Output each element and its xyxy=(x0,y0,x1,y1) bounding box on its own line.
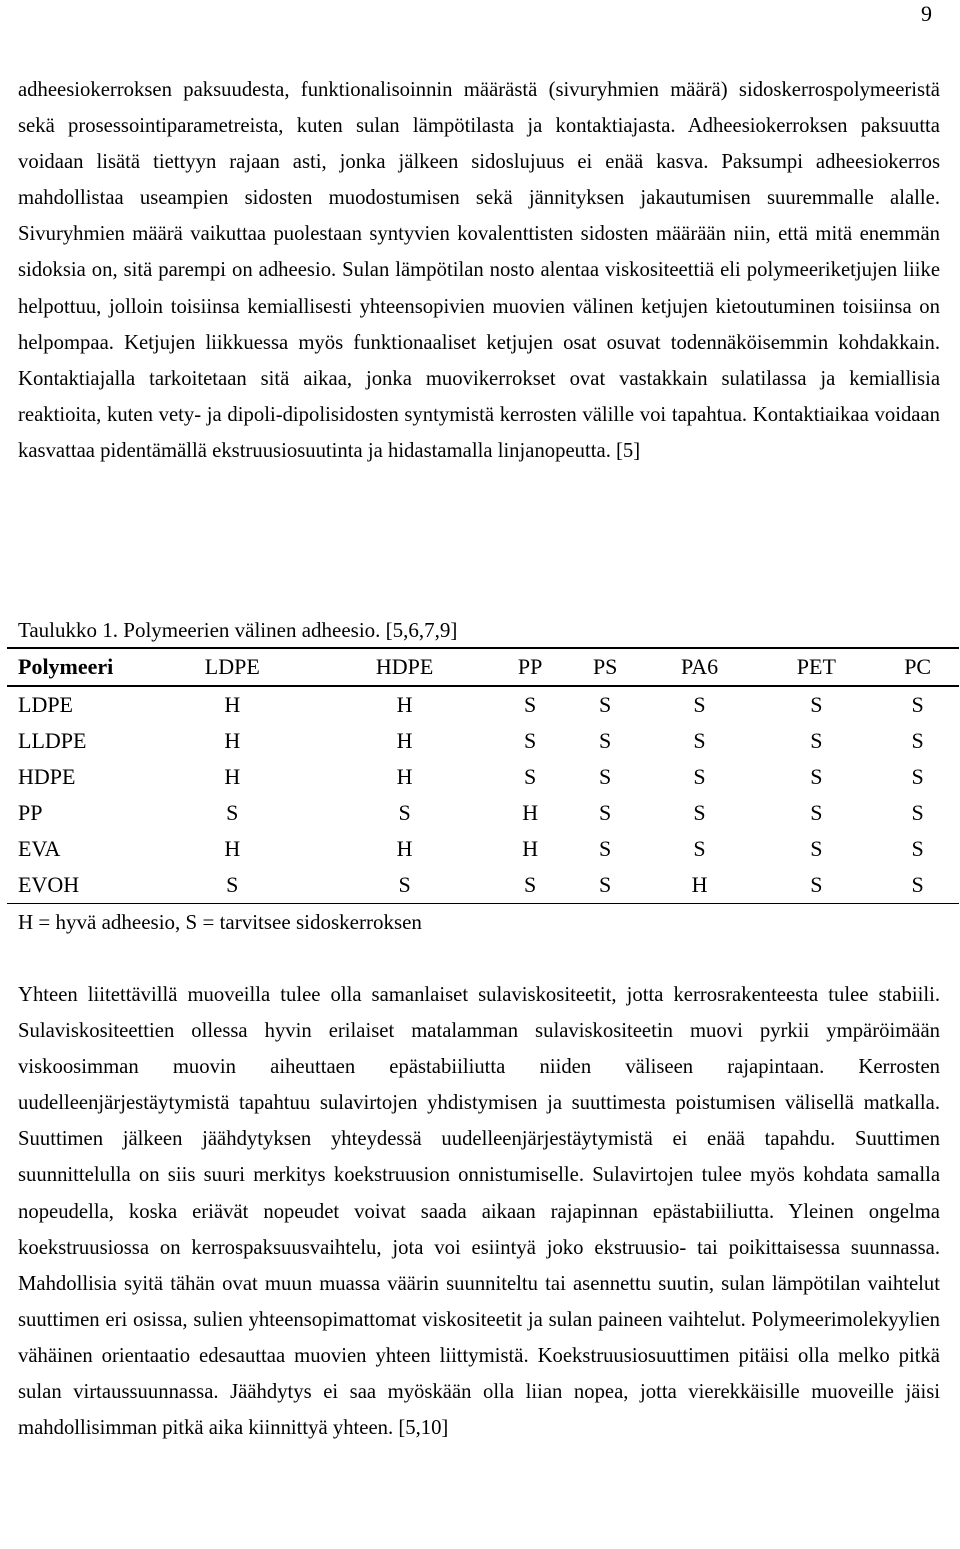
table-row xyxy=(7,831,959,867)
row-header: EVOH xyxy=(18,872,80,897)
table-cell: H xyxy=(224,692,241,717)
column-header: LDPE xyxy=(148,648,317,686)
table-cell: S xyxy=(398,872,411,897)
column-header: PS xyxy=(568,648,643,686)
table-cell: S xyxy=(524,872,537,897)
adhesion-table xyxy=(7,647,959,940)
table-row xyxy=(7,795,959,831)
column-header: PA6 xyxy=(643,648,757,686)
table-cell: S xyxy=(599,728,612,753)
table-cell: S xyxy=(810,872,823,897)
table-cell: S xyxy=(599,872,612,897)
column-header: HDPE xyxy=(317,648,493,686)
table-cell: S xyxy=(398,800,411,825)
table-header xyxy=(7,648,959,686)
table-cell: S xyxy=(226,872,239,897)
row-header: LDPE xyxy=(18,692,73,717)
table-row xyxy=(7,686,959,723)
paragraph-adhesion-factors: adheesiokerroksen paksuudesta, funktionalisoinnin määrästä (sivuryhmien määrä) sidoskerrospolymeeristä sekä prosessointiparametreista, kuten sulan lämpötilasta ja kontaktiajasta. Adheesiokerroksen paksuutta voidaan lisätä tiettyyn rajaan asti, jonka jälkeen sidoslujuus ei enää kasva. Paksumpi adheesiokerros mahdollistaa useampien sidosten muodostumisen sekä jännityksen jakautumisen suuremmalle alalle. Sivuryhmien määrä vaikuttaa puolestaan syntyvien kovalenttisten sidosten määrään niin, että mitä enemmän sidoksia on, sitä parempi on adheesio. Sulan lämpötilan nosto alentaa viskositeettiä eli polymeeriketjujen liike helpottuu, jolloin toisiinsa kemiallisesti yhteensopivien muovien välinen ketjujen kietoutuminen toisiinsa on helpompaa. Ketjujen liikkuessa myös funktionaaliset ketjujen osat osuvat todennäköisemmin kohdakkain. Kontaktiajalla tarkoitetaan sitä aikaa, jonka muovikerrokset ovat vastakkain sulatilassa ja kemiallisia reaktioita, kuten vety- ja dipoli-dipolisidosten syntymistä kerrosten välille voi tapahtua. Kontaktiaikaa voidaan kasvattaa pidentämällä ekstruusiosuutinta ja hidastamalla linjanopeutta. [5] xyxy=(18,79,940,462)
table-cell: S xyxy=(524,728,537,753)
column-header: Polymeeri xyxy=(7,648,148,686)
table-cell: S xyxy=(226,800,239,825)
table-cell: S xyxy=(911,728,924,753)
table-cell: S xyxy=(810,764,823,789)
table-header-row xyxy=(7,648,959,686)
table-row xyxy=(7,759,959,795)
table-cell: S xyxy=(810,800,823,825)
table-cell: S xyxy=(810,728,823,753)
table-cell: S xyxy=(599,692,612,717)
column-header: PC xyxy=(876,648,959,686)
table-cell: H xyxy=(522,800,539,825)
table-footer xyxy=(7,904,959,941)
table-cell: S xyxy=(524,764,537,789)
table-legend: H = hyvä adheesio, S = tarvitsee sidoskerroksen xyxy=(7,904,959,941)
table-cell: S xyxy=(693,692,706,717)
table-cell: S xyxy=(599,764,612,789)
table-cell: S xyxy=(693,800,706,825)
table-row xyxy=(7,867,959,904)
column-header: PP xyxy=(493,648,568,686)
table-cell: S xyxy=(810,692,823,717)
row-header: LLDPE xyxy=(18,728,87,753)
table-cell: H xyxy=(396,692,413,717)
table-cell: S xyxy=(693,836,706,861)
paragraph-viscosity: Yhteen liitettävillä muoveilla tulee olla samanlaiset sulaviskositeetit, jotta kerrosrakenteesta tulee stabiili. Sulaviskositeettien ollessa hyvin erilaiset matalamman sulaviskositeetin muovi pyrkii ympäröimään viskoosimman muovin aiheuttaen epästabiiliutta niiden väliseen rajapintaan. Kerrosten uudelleenjärjestäytymistä tapahtuu sulavirtojen yhdistymisen ja suuttimesta poistumisen välisellä matkalla. Suuttimen jälkeen jäähdytyksen yhteydessä uudelleenjärjestäytymistä ei enää tapahdu. Suuttimen suunnittelulla on siis suuri merkitys koekstruusion onnistumiselle. Sulavirtojen tulee myös kohdata samalla nopeudella, koska eriävät nopeudet voivat saada aikaan rajapinnan epästabiiliutta. Yleinen ongelma koekstruusiossa on kerrospaksuusvaihtelu, jota voi esiintyä joko ekstruusio- tai poikittaisessa suunnassa. Mahdollisia syitä tähän ovat muun muassa väärin suunniteltu tai asennettu suutin, sulan lämpötilan vaihtelut suuttimen eri osissa, sulien yhteensopimattomat viskositeetit ja sulan paineen vaihtelut. Polymeerimolekyylien vähäinen orientaatio edesauttaa muovien yhteen liittymistä. Koekstruusiosuuttimen pitäisi olla melko pitkä sulan virtaussuunnassa. Jäähdytys ei saa myöskään olla liian nopea, jotta vierekkäisille muoveille jäisi mahdollisimman pitkä aika kiinnittyä yhteen. [5,10] xyxy=(18,984,940,1440)
table-cell: H xyxy=(396,728,413,753)
row-header: HDPE xyxy=(18,764,76,789)
table-cell: S xyxy=(911,764,924,789)
page-number: 9 xyxy=(921,1,932,26)
table-cell: H xyxy=(396,764,413,789)
table-body xyxy=(7,686,959,904)
table-cell: S xyxy=(911,872,924,897)
table-cell: S xyxy=(911,836,924,861)
table-cell: S xyxy=(524,692,537,717)
table-cell: S xyxy=(693,764,706,789)
table-caption: Taulukko 1. Polymeerien välinen adheesio. [5,6,7,9] xyxy=(18,618,458,642)
table-cell: H xyxy=(224,728,241,753)
table-row xyxy=(7,723,959,759)
table-cell: S xyxy=(911,692,924,717)
table-cell: S xyxy=(599,800,612,825)
row-header: EVA xyxy=(18,836,61,861)
column-header: PET xyxy=(756,648,876,686)
table-cell: H xyxy=(396,836,413,861)
table-cell: S xyxy=(599,836,612,861)
row-header: PP xyxy=(18,800,43,825)
table-cell: H xyxy=(522,836,539,861)
table-cell: S xyxy=(911,800,924,825)
table-legend-row xyxy=(7,904,959,941)
table-cell: H xyxy=(691,872,708,897)
table-cell: S xyxy=(810,836,823,861)
table-cell: H xyxy=(224,764,241,789)
table-cell: H xyxy=(224,836,241,861)
table-cell: S xyxy=(693,728,706,753)
